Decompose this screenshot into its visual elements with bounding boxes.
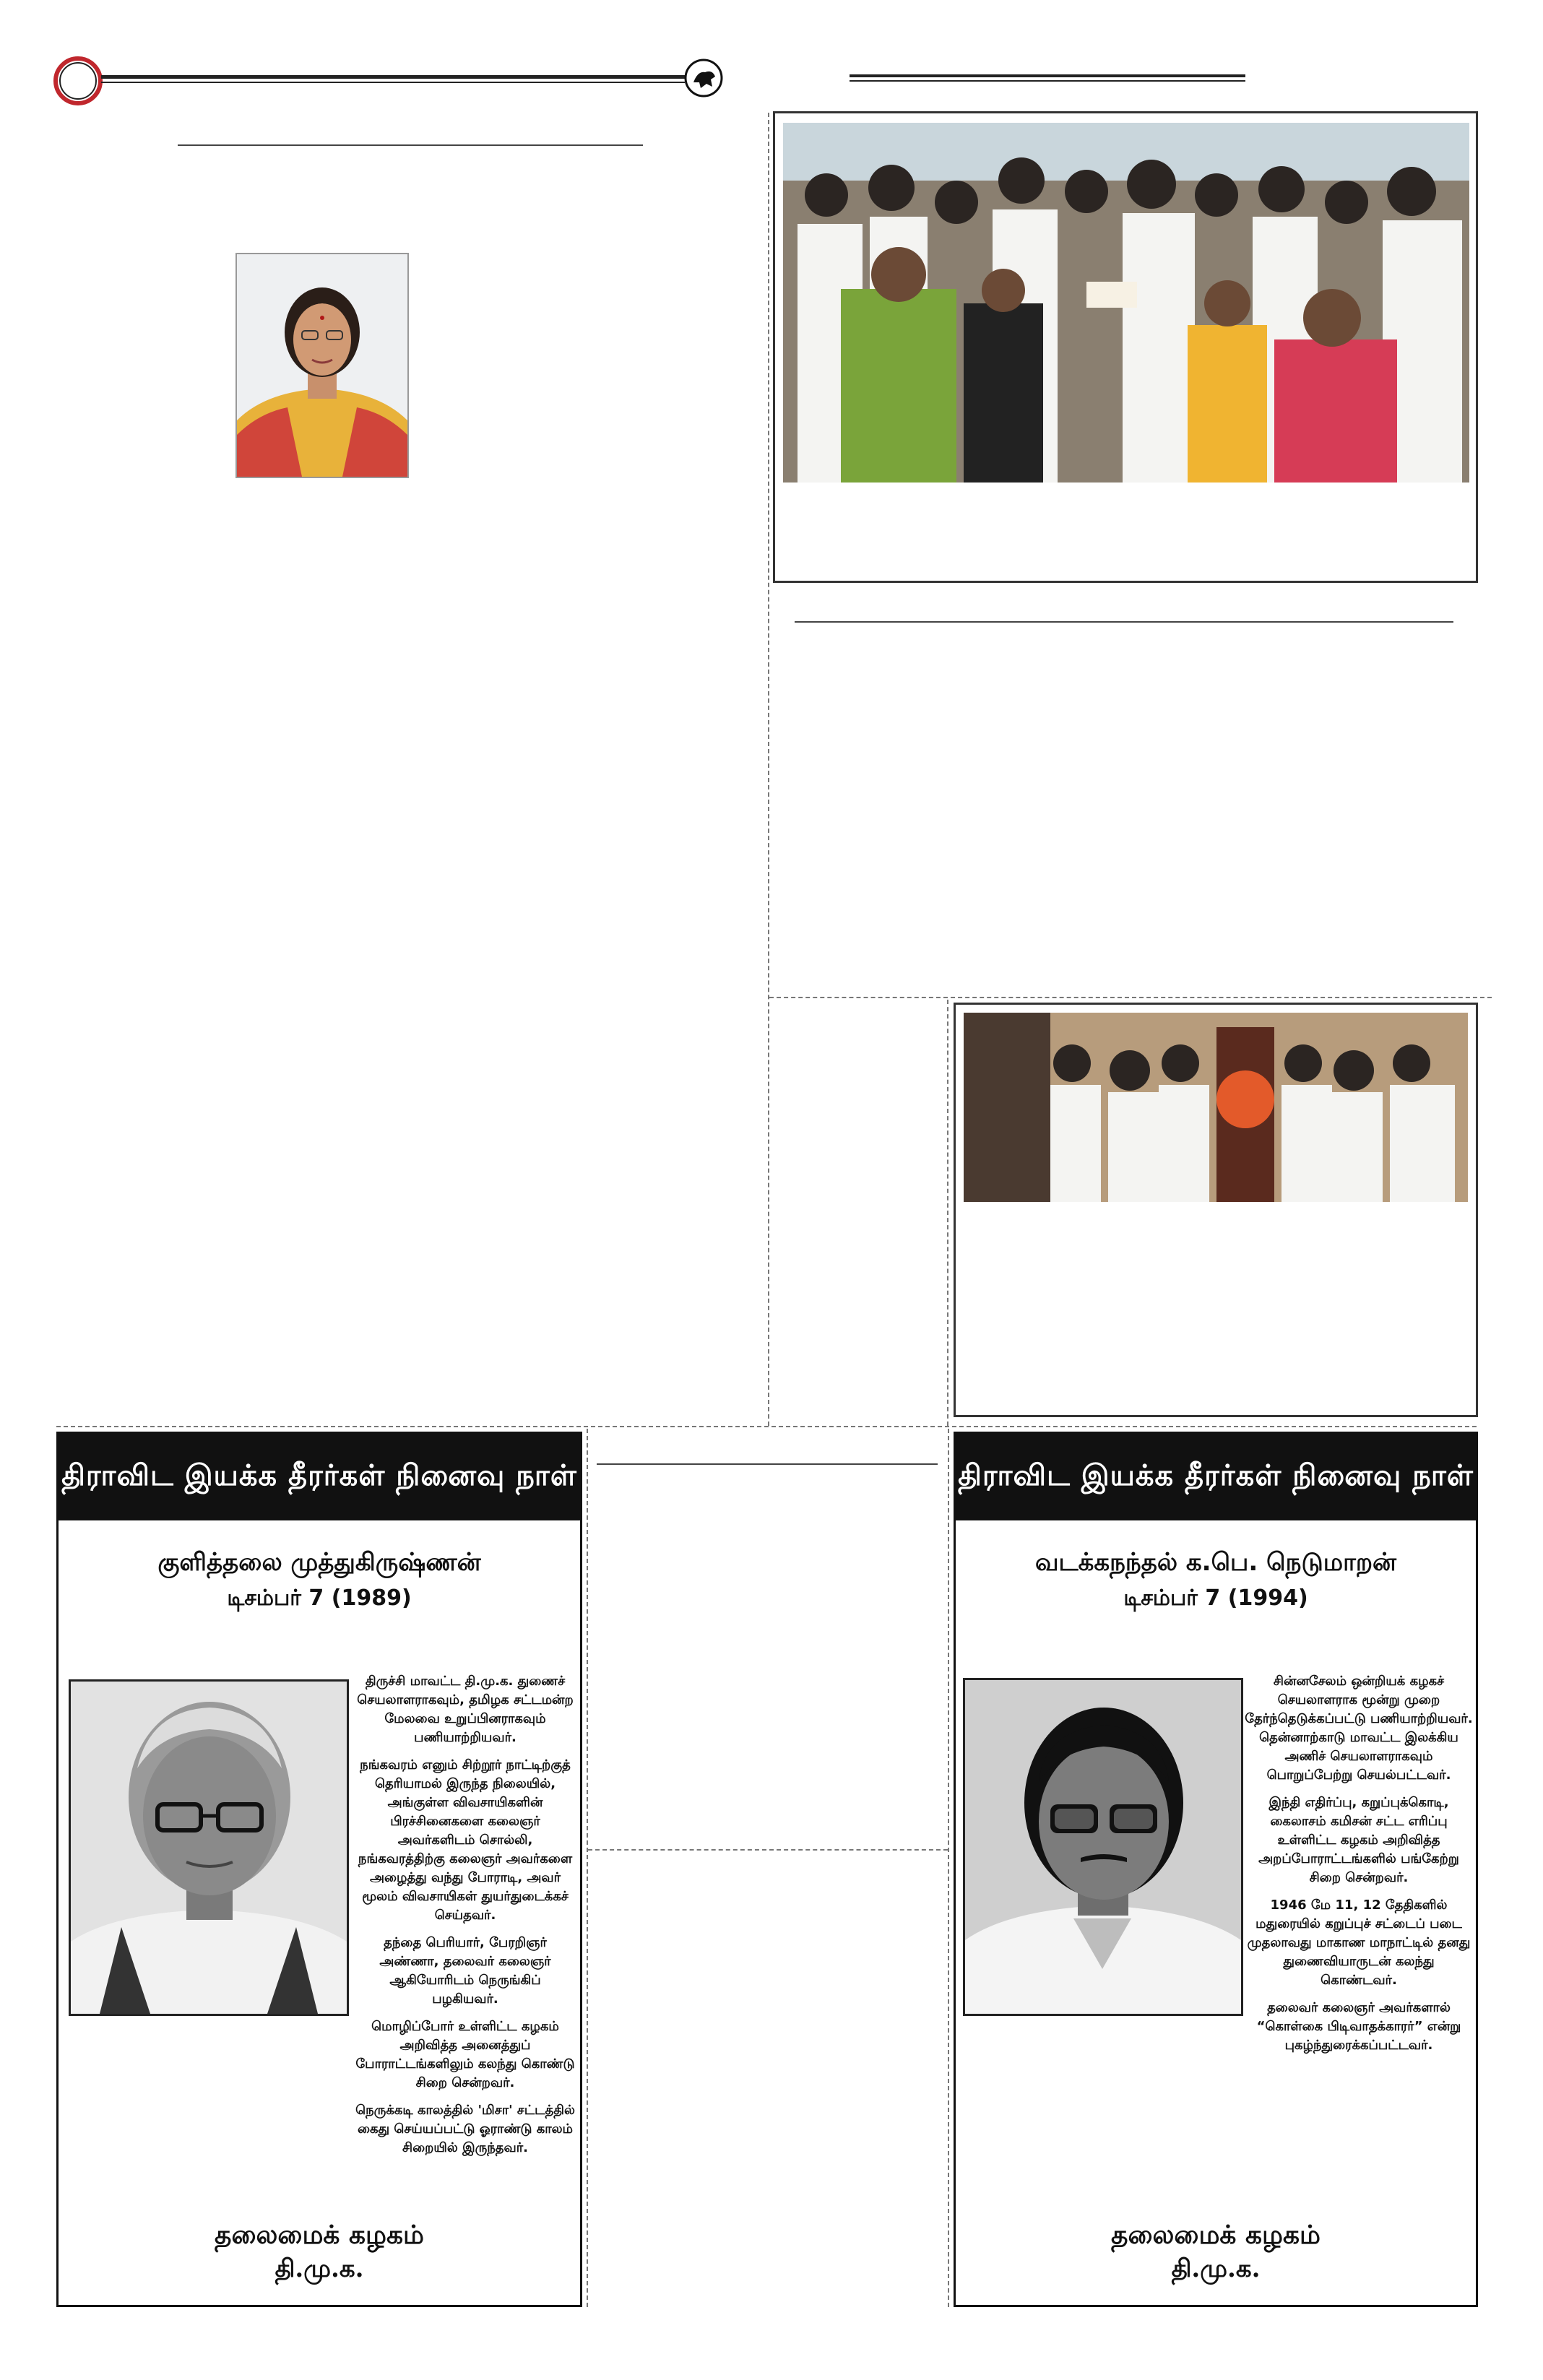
masthead-rule-thin: [101, 82, 685, 83]
middle-box-divider: [588, 1849, 948, 1851]
bio-paragraph: நங்கவரம் எனும் சிற்றூர் நாட்டிற்குத் தெரியாமல் இருந்த நிலையில், அங்குள்ள விவசாயிகளின் பிரச்சினைகளை கலைஞர் அவர்களிடம் சொல்லி, நங்கவரத்திற்கு கலைஞர் அவர்களை அழைத்து வந்து போராடி, அவர் மூலம் விவசாயிகள் துயர்துடைக்கச் செய்தவர்.: [358, 1757, 573, 1923]
bio-paragraph: திருச்சி மாவட்ட தி.மு.க. துணைச் செயலாளராகவும், தமிழக சட்டமன்ற மேலவை உறுப்பினராகவும் பணியாற்றியவர்.: [357, 1674, 574, 1745]
memorial-header: திராவிட இயக்க தீரர்கள் நினைவு நாள்: [59, 1434, 580, 1520]
memorial-portrait: [963, 1678, 1243, 2016]
memorial-footer-party: தி.மு.க.: [275, 2254, 364, 2283]
bio-paragraph: 1946 மே 11, 12 தேதிகளில் மதுரையில் கறுப்புச் சட்டைப் படை முதலாவது மாகாண மாநாட்டில் தனது துணைவியாருடன் கலந்து கொண்டவர்.: [1247, 1897, 1471, 1988]
memorial-card-2: [954, 1432, 1478, 2307]
column-divider: [768, 113, 769, 1426]
column-divider-small: [947, 1000, 948, 1426]
lower-column-divider-right: [948, 1429, 949, 2307]
party-emblem-icon: [683, 58, 724, 98]
memorial-name: குளித்தலை முத்துகிருஷ்ணன்: [157, 1548, 481, 1577]
right-headline-rule: [795, 621, 1453, 623]
bio-paragraph: சின்னசேலம் ஒன்றியக் கழகச் செயலாளராக மூன்று முறை தேர்ந்தெடுக்கப்பட்டு பணியாற்றியவர். தென்னாற்காடு மாவட்ட இலக்கிய அணிச் செயலாளராகவும் பொறுப்பேற்று செயல்பட்டவர்.: [1245, 1674, 1473, 1783]
memorial-card-1: [56, 1432, 582, 2307]
memorial-date: டிசம்பர் 7 (1989): [227, 1585, 412, 1611]
bio-paragraph: தந்தை பெரியார், பேரறிஞர் அண்ணா, தலைவர் கலைஞர் ஆகியோரிடம் நெருங்கிப் பழகியவர்.: [379, 1935, 551, 2007]
memorial-bio: [355, 1672, 576, 2166]
middle-headline-rule: [597, 1463, 938, 1465]
bio-paragraph: இந்தி எதிர்ப்பு, கறுப்புக்கொடி, கைலாசம் கமிசன் சட்ட எரிப்பு உள்ளிட்ட கழகம் அறிவித்த அறப்போராட்டங்களில் பங்கேற்று சிறை சென்றவர்.: [1258, 1795, 1459, 1885]
memorial-name: வடக்கநந்தல் க.பெ. நெடுமாறன்: [1035, 1548, 1396, 1577]
portrait-photo: [235, 253, 409, 478]
memorial-header: திராவிட இயக்க தீரர்கள் நினைவு நாள்: [956, 1434, 1476, 1520]
masthead-circle-icon: [52, 55, 104, 107]
memorial-footer-party: தி.மு.க.: [1171, 2254, 1261, 2283]
memorial-footer-org: தலைமைக் கழகம்: [215, 2220, 424, 2250]
memorial-date: டிசம்பர் 7 (1994): [1123, 1585, 1308, 1611]
left-headline-rule: [178, 144, 643, 146]
memorial-footer-org: தலைமைக் கழகம்: [1111, 2220, 1321, 2250]
memorial-portrait: [69, 1679, 349, 2016]
lower-section-divider: [56, 1426, 1477, 1427]
bio-paragraph: நெருக்கடி காலத்தில் 'மிசா' சட்டத்தில் கைது செய்யப்பட்டு ஓராண்டு காலம் சிறையில் இருந்தவர்.: [355, 2103, 575, 2155]
tribute-photo: [964, 1013, 1468, 1202]
section-divider: [769, 997, 1492, 998]
right-header-rule: [850, 74, 1245, 77]
bio-paragraph: மொழிப்போர் உள்ளிட்ட கழகம் அறிவித்த அனைத்துப் போராட்டங்களிலும் கலந்து கொண்டு சிறை சென்றவர்.: [355, 2019, 575, 2090]
crowd-photo: [783, 123, 1469, 483]
masthead-rule: [101, 75, 685, 79]
right-header-rule-thin: [850, 80, 1245, 82]
bio-paragraph: தலைவர் கலைஞர் அவர்களால் “கொள்கை பிடிவாதக்காரர்” என்று புகழ்ந்துரைக்கப்பட்டவர்.: [1256, 2000, 1461, 2053]
memorial-bio: [1245, 1672, 1473, 2064]
lower-column-divider-left: [587, 1429, 588, 2307]
